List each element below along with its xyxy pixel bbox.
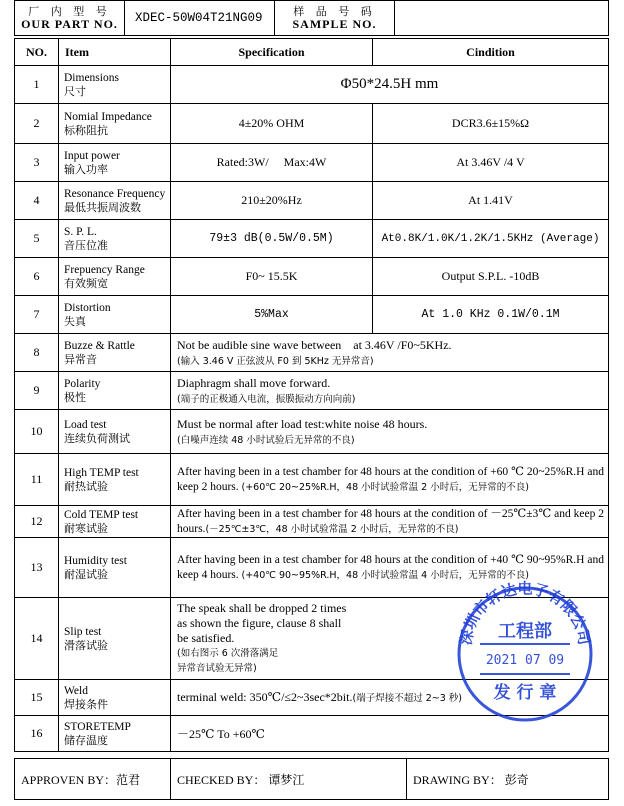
item-en: Buzze & Rattle xyxy=(64,339,135,352)
row-item xyxy=(59,506,171,538)
item-en: Cold TEMP test xyxy=(64,508,139,521)
sample-label-zh: 样 品 号 码 xyxy=(293,5,376,18)
item-en: S. P. L. xyxy=(64,225,97,238)
spec-en: After having been in a test chamber for 48 hours at the condition of +60 ℃ 20~25%R.H and keep 2 hours. xyxy=(177,465,604,493)
col-cond: Cindition xyxy=(373,39,609,66)
spec-zh: (端子的正极通入电流，振膜振动方向向前) xyxy=(177,394,356,405)
item-en: STORETEMP xyxy=(64,720,131,733)
our-part-label-en: OUR PART NO. xyxy=(21,17,118,31)
row-spec xyxy=(171,334,609,372)
spec-en: After having been in a test chamber for 48 hours at the condition of +40 ℃ 90~95%R.H and keep 4 hours. xyxy=(177,553,604,581)
row-item xyxy=(59,598,171,680)
row-no: 16 xyxy=(15,716,59,752)
col-item: Item xyxy=(59,39,171,66)
our-part-label xyxy=(15,1,125,36)
approved-by: APPROVEN BY：范君 xyxy=(15,759,171,800)
item-en: High TEMP test xyxy=(64,466,139,479)
header-table xyxy=(14,0,609,36)
spec-zh: (+40℃ 90~95%R.H，48 小时试验常温 4 小时后，无异常的不良) xyxy=(241,569,529,581)
spec-zh-line: (如右图示 6 次滑落满足 xyxy=(177,648,279,659)
item-zh: 输入功率 xyxy=(64,162,108,176)
row-no: 2 xyxy=(15,104,59,144)
row-spec xyxy=(171,410,609,454)
table-row xyxy=(15,258,609,296)
row-spec: 210±20%Hz xyxy=(171,182,373,220)
item-en: Slip test xyxy=(64,625,102,638)
row-spec: －25℃ To +60℃ xyxy=(171,716,609,752)
row-no: 14 xyxy=(15,598,59,680)
row-no: 10 xyxy=(15,410,59,454)
row-item xyxy=(59,410,171,454)
table-row xyxy=(15,410,609,454)
seal-date-text: 2021 07 09 xyxy=(485,653,565,668)
row-no: 11 xyxy=(15,454,59,506)
row-no: 12 xyxy=(15,506,59,538)
item-zh: 有效频宽 xyxy=(64,276,108,290)
spec-zh: (－25℃±3℃，48 小时试验常温 2 小时后，无异常的不良) xyxy=(205,523,459,535)
row-spec: 5%Max xyxy=(171,296,373,334)
sample-label-en: SAMPLE NO. xyxy=(292,17,377,31)
row-cond: At 3.46V /4 V xyxy=(373,144,609,182)
table-row xyxy=(15,372,609,410)
row-no: 9 xyxy=(15,372,59,410)
row-item xyxy=(59,66,171,104)
spec-zh: (+60℃ 20~25%R.H，48 小时试验常温 2 小时后，无异常的不良) xyxy=(241,481,529,493)
spec-en: Not be audible sine wave between at 3.46V /F0~5KHz. xyxy=(177,338,452,352)
item-en: Distortion xyxy=(64,301,111,314)
table-row xyxy=(15,334,609,372)
row-no: 15 xyxy=(15,680,59,716)
sample-label xyxy=(275,1,395,36)
item-en: Resonance Frequency xyxy=(64,187,166,200)
spec-zh-line: 异常音试验无异常) xyxy=(177,663,257,674)
spec-en: Must be normal after load test:white noise 48 hours. xyxy=(177,417,428,431)
item-en: Frepuency Range xyxy=(64,263,145,276)
row-item xyxy=(59,454,171,506)
row-item xyxy=(59,258,171,296)
row-item xyxy=(59,538,171,598)
row-no: 3 xyxy=(15,144,59,182)
row-spec: 4±20% OHM xyxy=(171,104,373,144)
spec-en: terminal weld: 350℃/≤2~3sec*2bit. xyxy=(177,690,353,704)
row-cond: DCR3.6±15%Ω xyxy=(373,104,609,144)
spec-zh: (输入 3.46 V 正弦波从 F0 到 5KHz 无异常音) xyxy=(177,356,374,367)
row-item xyxy=(59,144,171,182)
item-zh: 最低共振周波数 xyxy=(64,200,141,214)
item-en: Dimensions xyxy=(64,71,119,84)
our-part-value: XDEC-50W04T21NG09 xyxy=(125,1,275,36)
footer-table xyxy=(14,758,609,800)
row-cond: At0.8K/1.0K/1.2K/1.5KHz (Average) xyxy=(373,220,609,258)
row-item xyxy=(59,182,171,220)
row-spec xyxy=(171,506,609,538)
row-no: 8 xyxy=(15,334,59,372)
spec-en: After having been in a test chamber for 48 hours at the condition of －25℃±3℃ and keep 2 hours. xyxy=(177,507,604,535)
item-en: Load test xyxy=(64,418,107,431)
item-zh: 音压位准 xyxy=(64,238,108,252)
row-spec: 79±3 dB(0.5W/0.5M) xyxy=(171,220,373,258)
row-cond: At 1.41V xyxy=(373,182,609,220)
seal-company-text: 深圳市轩达电子有限公司 xyxy=(456,579,594,647)
item-zh: 耐热试验 xyxy=(64,479,108,493)
row-item xyxy=(59,372,171,410)
row-item xyxy=(59,680,171,716)
row-no: 5 xyxy=(15,220,59,258)
item-zh: 极性 xyxy=(64,390,86,404)
row-no: 13 xyxy=(15,538,59,598)
row-spec: Φ50*24.5H mm xyxy=(171,66,609,104)
item-zh: 储存温度 xyxy=(64,733,108,747)
row-item xyxy=(59,220,171,258)
row-spec: F0~ 15.5K xyxy=(171,258,373,296)
seal-dept-text: 工程部 xyxy=(498,621,552,642)
spec-line: The speak shall be dropped 2 times xyxy=(177,601,347,615)
spec-line: be satisfied. xyxy=(177,631,235,645)
item-zh: 焊接条件 xyxy=(64,697,108,711)
item-zh: 滑落试验 xyxy=(64,638,108,652)
table-row xyxy=(15,220,609,258)
item-zh: 失真 xyxy=(64,314,86,328)
row-spec xyxy=(171,454,609,506)
table-row xyxy=(15,104,609,144)
item-zh: 耐寒试验 xyxy=(64,521,108,535)
spec-line: as shown the figure, clause 8 shall xyxy=(177,616,342,630)
col-no: NO. xyxy=(15,39,59,66)
column-header-row xyxy=(15,39,609,66)
item-zh: 连续负荷测试 xyxy=(64,431,130,445)
seal-issue-text: 发 行 章 xyxy=(493,683,557,703)
table-row xyxy=(15,506,609,538)
drawing-by: DRAWING BY： 彭奇 xyxy=(407,759,609,800)
item-en: Input power xyxy=(64,149,120,162)
col-spec: Specification xyxy=(171,39,373,66)
row-cond: Output S.P.L. -10dB xyxy=(373,258,609,296)
row-item xyxy=(59,296,171,334)
spec-en: Diaphragm shall move forward. xyxy=(177,376,331,390)
row-no: 6 xyxy=(15,258,59,296)
spec-zh: (端子焊接不超过 2~3 秒) xyxy=(352,693,462,704)
item-zh: 异常音 xyxy=(64,352,97,366)
item-zh: 标称阻抗 xyxy=(64,123,108,137)
row-item xyxy=(59,104,171,144)
table-row xyxy=(15,454,609,506)
row-no: 7 xyxy=(15,296,59,334)
row-spec xyxy=(171,372,609,410)
table-row xyxy=(15,144,609,182)
item-en: Weld xyxy=(64,684,88,697)
item-en: Humidity test xyxy=(64,554,127,567)
row-cond: At 1.0 KHz 0.1W/0.1M xyxy=(373,296,609,334)
table-row xyxy=(15,296,609,334)
sample-value xyxy=(395,1,609,36)
item-zh: 耐湿试验 xyxy=(64,567,108,581)
table-row xyxy=(15,66,609,104)
item-en: Nomial Impedance xyxy=(64,110,152,123)
item-zh: 尺寸 xyxy=(64,84,86,98)
company-seal-stamp xyxy=(450,574,600,724)
row-item xyxy=(59,716,171,752)
row-item xyxy=(59,334,171,372)
item-en: Polarity xyxy=(64,377,101,390)
row-spec: Rated:3W/ Max:4W xyxy=(171,144,373,182)
our-part-label-zh: 厂 内 型 号 xyxy=(28,5,111,18)
spec-zh: (白噪声连续 48 小时试验后无异常的不良) xyxy=(177,435,355,446)
row-no: 4 xyxy=(15,182,59,220)
checked-by: CHECKED BY： 谭梦江 xyxy=(171,759,407,800)
table-row xyxy=(15,182,609,220)
row-no: 1 xyxy=(15,66,59,104)
